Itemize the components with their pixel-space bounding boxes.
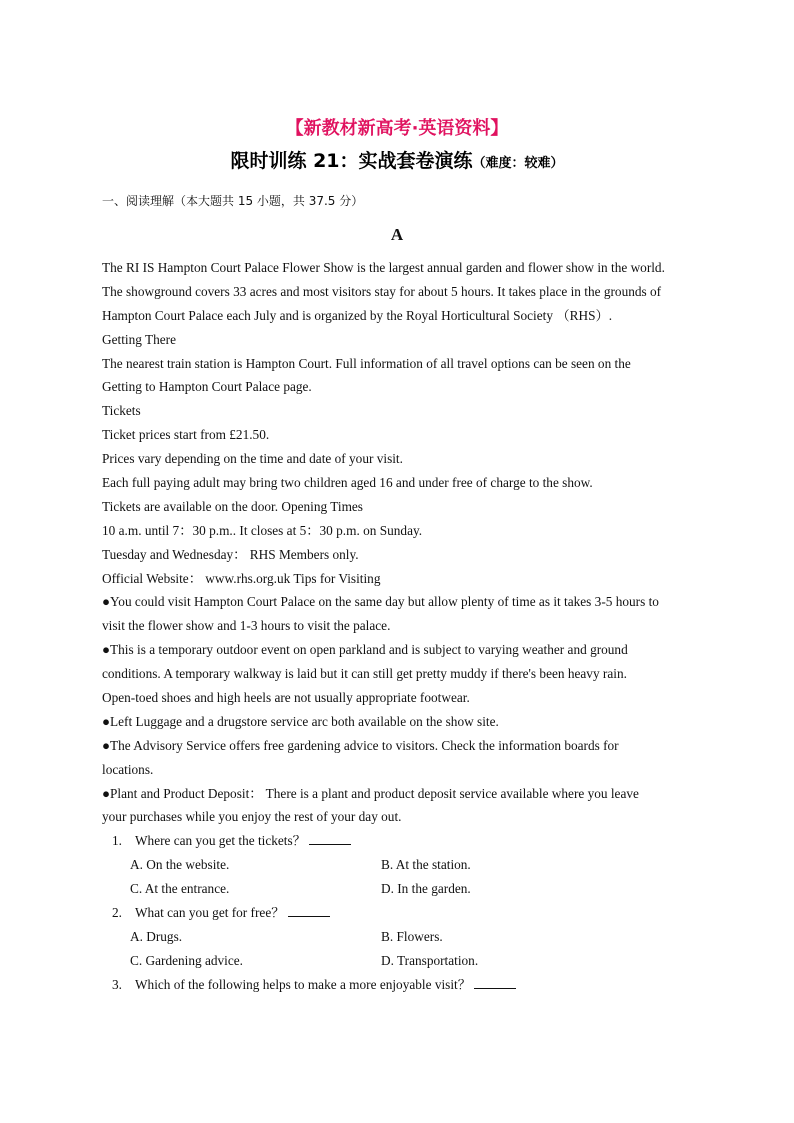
passage-line: Getting to Hampton Court Palace page. bbox=[102, 379, 312, 395]
question-number: 2. bbox=[112, 905, 122, 921]
passage-body bbox=[102, 256, 702, 997]
question-number: 3. bbox=[112, 976, 122, 992]
passage-line: ●This is a temporary outdoor event on open parkland and is subject to varying weather and ground bbox=[102, 642, 628, 658]
question-text: What can you get for free？ bbox=[135, 905, 285, 921]
answer-option[interactable]: D. In the garden. bbox=[381, 881, 471, 897]
option-row bbox=[102, 949, 702, 973]
passage-line: Ticket prices start from £21.50. bbox=[102, 427, 270, 443]
passage-line: visit the flower show and 1-3 hours to visit the palace. bbox=[102, 618, 391, 634]
passage-lines bbox=[102, 256, 702, 829]
passage-line: your purchases while you enjoy the rest of your day out. bbox=[102, 809, 402, 825]
passage-line: Each full paying adult may bring two children aged 16 and under free of charge to the show. bbox=[102, 475, 593, 491]
option-row bbox=[102, 925, 702, 949]
passage-line: Tickets bbox=[102, 403, 141, 419]
question-3 bbox=[102, 973, 702, 997]
passage-line: Official Website： www.rhs.org.uk Tips for Visiting bbox=[102, 570, 381, 586]
passage-line: ●The Advisory Service offers free gardening advice to visitors. Check the information boards for bbox=[102, 737, 619, 753]
passage-line: Tickets are available on the door. Opening Times bbox=[102, 498, 363, 514]
passage-line: Open-toed shoes and high heels are not usually appropriate footwear. bbox=[102, 690, 470, 706]
answer-option[interactable]: A. On the website. bbox=[130, 857, 230, 873]
difficulty-label: （难度：较难） bbox=[472, 156, 564, 171]
passage-line: Tuesday and Wednesday： RHS Members only. bbox=[102, 546, 359, 562]
passage-line: The showground covers 33 acres and most visitors stay for about 5 hours. It takes place in the grounds of bbox=[102, 283, 662, 299]
passage-line: Getting There bbox=[102, 331, 176, 347]
question-list bbox=[102, 829, 702, 996]
passage-line: Hampton Court Palace each July and is organized by the Royal Horticultural Society （RHS）. bbox=[102, 307, 613, 323]
passage-line: 10 a.m. until 7：30 p.m.. It closes at 5：30 p.m. on Sunday. bbox=[102, 522, 423, 538]
answer-option[interactable]: C. At the entrance. bbox=[130, 881, 230, 897]
passage-line: The RI IS Hampton Court Palace Flower Show is the largest annual garden and flower show in the world. bbox=[102, 260, 665, 275]
question-1 bbox=[102, 829, 702, 853]
page-title bbox=[0, 146, 794, 173]
question-text: Which of the following helps to make a more enjoyable visit？ bbox=[135, 976, 472, 992]
answer-blank[interactable] bbox=[474, 976, 516, 989]
title-text: 限时训练 21：实战套卷演练 bbox=[230, 150, 473, 172]
passage-label: A bbox=[390, 225, 404, 244]
section-heading: 一、阅读理解（本大题共 15 小题，共 37.5 分） bbox=[102, 194, 364, 208]
passage-line: conditions. A temporary walkway is laid but it can still get pretty muddy if there's been heavy rain. bbox=[102, 666, 627, 682]
option-row bbox=[102, 853, 702, 877]
answer-option[interactable]: A. Drugs. bbox=[130, 928, 183, 944]
passage-line: ●You could visit Hampton Court Palace on the same day but allow plenty of time as it takes 3-5 hours to bbox=[102, 594, 659, 610]
answer-option[interactable]: B. Flowers. bbox=[381, 928, 443, 944]
passage-line: locations. bbox=[102, 761, 154, 777]
question-text: Where can you get the tickets？ bbox=[135, 833, 306, 849]
answer-option[interactable]: D. Transportation. bbox=[381, 952, 479, 968]
answer-option[interactable]: B. At the station. bbox=[381, 857, 471, 873]
answer-blank[interactable] bbox=[309, 832, 351, 845]
answer-blank[interactable] bbox=[288, 904, 330, 917]
question-number: 1. bbox=[112, 833, 122, 849]
question-2 bbox=[102, 901, 702, 925]
passage-line: Prices vary depending on the time and date of your visit. bbox=[102, 451, 403, 467]
passage-line: The nearest train station is Hampton Court. Full information of all travel options can be seen on the bbox=[102, 355, 631, 371]
passage-line: ●Plant and Product Deposit： There is a plant and product deposit service available where you leave bbox=[102, 785, 639, 801]
answer-option[interactable]: C. Gardening advice. bbox=[130, 952, 243, 968]
passage-line: ●Left Luggage and a drugstore service arc both available on the show site. bbox=[102, 713, 499, 729]
option-row bbox=[102, 877, 702, 901]
resource-banner: 【新教材新高考·英语资料】 bbox=[285, 118, 509, 139]
